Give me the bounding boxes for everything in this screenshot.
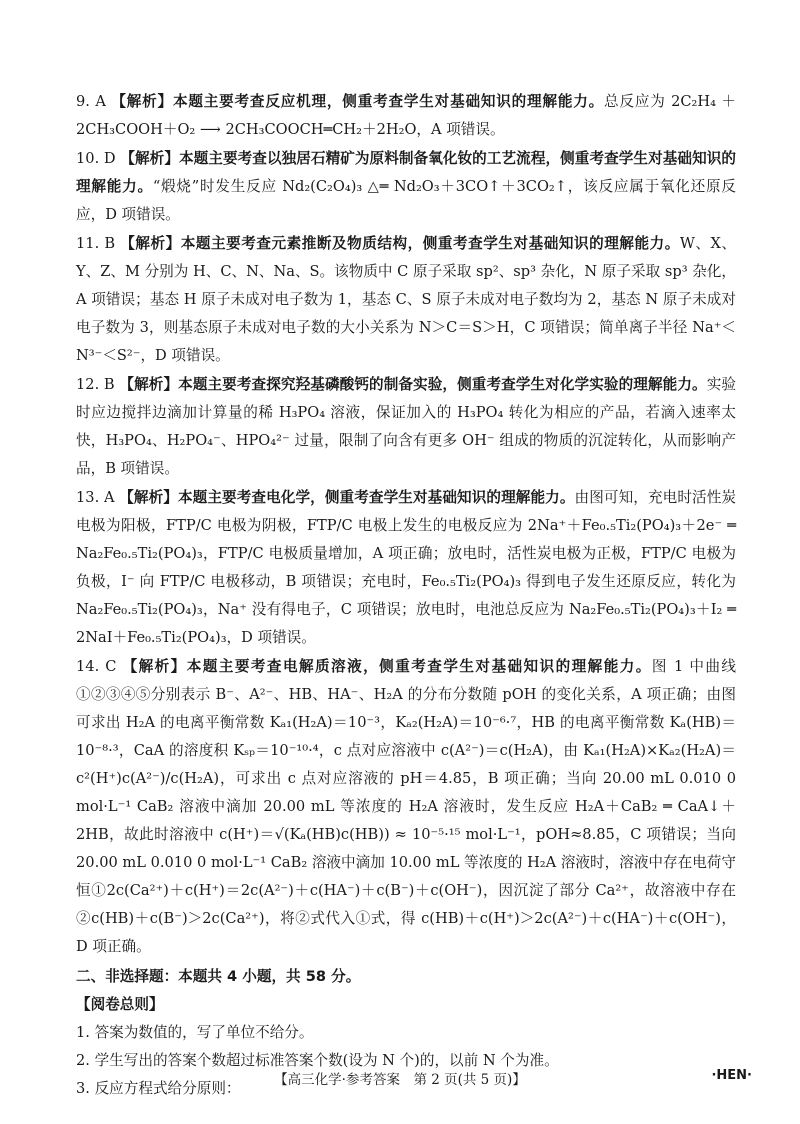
analysis-tag: 【解析】 — [122, 658, 187, 675]
footer-code: ·HEN· — [711, 1068, 752, 1083]
item-number: 9. A — [76, 93, 106, 110]
item-body: 总反应为 2C₂H₄ ＋2CH₃COOH＋O₂ ⟶ 2CH₃COOCH═CH₂＋2H₂O，A 项错误。 — [76, 93, 736, 138]
analysis-tag: 【解析】 — [119, 489, 178, 506]
answer-item-12 — [76, 371, 736, 483]
item-number: 13. A — [76, 489, 115, 506]
answer-item-10 — [76, 145, 736, 229]
item-lead: 本题主要考查元素推断及物质结构，侧重考查学生对基础知识的理解能力。 — [180, 235, 680, 252]
item-number: 12. B — [76, 376, 115, 393]
page-footer — [0, 1068, 800, 1090]
answer-item-14 — [76, 653, 736, 961]
item-number: 11. B — [76, 235, 116, 252]
item-number: 10. D — [76, 150, 116, 167]
grading-rule: 1. 答案为数值的，写了单位不给分。 — [76, 1024, 314, 1041]
item-body: 图 1 中曲线①②③④⑤分别表示 B⁻、A²⁻、HB、HA⁻、H₂A 的分布分数随 pOH 的变化关系，A 项正确；由图可求出 H₂A 的电离平衡常数 Kₐ₁(H₂A)＝10⁻³，Kₐ₂(H₂A)＝10⁻⁶·⁷，HB 的电离平衡常数 Kₐ(HB)＝10⁻⁸·³，CaA 的溶度积 Kₛₚ＝10⁻¹⁰·⁴，c 点对应溶液中 c(A²⁻)＝c(H₂A)，由 Kₐ₁(H₂A)×Kₐ₂(H₂A)＝c²(H⁺)c(A²⁻)/c(H₂A)，可求出 c 点对应溶液的 pH＝4.85，B 项正确；当向 20.00 mL 0.010 0 mol·L⁻¹ CaB₂ 溶液中滴加 20.00 mL 等浓度的 H₂A 溶液时，发生反应 H₂A＋CaB₂ ═ CaA↓＋2HB，故此时溶液中 c(H⁺)＝√(Kₐ(HB)c(HB)) ≈ 10⁻⁵·¹⁵ mol·L⁻¹，pOH≈8.85，C 项错误；当向 20.00 mL 0.010 0 mol·L⁻¹ CaB₂ 溶液中滴加 10.00 mL 等浓度的 H₂A 溶液时，溶液中存在电荷守恒①2c(Ca²⁺)＋c(H⁺)＝2c(A²⁻)＋c(HA⁻)＋c(B⁻)＋c(OH⁻)，因沉淀了部分 Ca²⁺，故溶液中存在②c(HB)＋c(B⁻)＞2c(Ca²⁺)，将②式代入①式，得 c(HB)＋c(H⁺)＞2c(A²⁻)＋c(HA⁻)＋c(OH⁻)，D 项正确。 — [76, 658, 736, 955]
item-body: 实验时应边搅拌边滴加计算量的稀 H₃PO₄ 溶液，保证加入的 H₃PO₄ 转化为相应的产品，若滴入速率太快，H₃PO₄、H₂PO₄⁻、HPO₄²⁻ 过量，限制了向含有更多 OH⁻ 组成的物质的沉淀转化，从而影响产品，B 项错误。 — [76, 376, 736, 477]
item-body: W、X、Y、Z、M 分别为 H、C、N、Na、S。该物质中 C 原子采取 sp²、sp³ 杂化，N 原子采取 sp³ 杂化，A 项错误；基态 H 原子未成对电子数为 1，基态 C、S 原子未成对电子数均为 2，基态 N 原子未成对电子数为 3，则基态原子未成对电子数的大小关系为 N＞C＝S＞H，C 项错误；简单离子半径 Na⁺＜N³⁻＜S²⁻，D 项错误。 — [76, 235, 736, 364]
answer-item-11 — [76, 230, 736, 370]
item-number: 14. C — [76, 658, 117, 675]
item-lead: 本题主要考查电解质溶液，侧重考查学生对基础知识的理解能力。 — [186, 658, 652, 675]
item-lead: 本题主要考查电化学，侧重考查学生对基础知识的理解能力。 — [177, 489, 575, 506]
grading-rule: 3. 反应方程式给分原则： — [76, 1080, 241, 1097]
grading-rules-heading: 【阅卷总则】 — [76, 996, 164, 1013]
item-lead: 本题主要考查以独居石精矿为原料制备氧化钕的工艺流程，侧重考查学生对基础知识的理解能力。 — [76, 150, 736, 195]
item-lead: 本题主要考查探究羟基磷酸钙的制备实验，侧重考查学生对化学实验的理解能力。 — [178, 376, 707, 393]
analysis-tag: 【解析】 — [120, 235, 181, 252]
answer-item-13 — [76, 484, 736, 652]
answer-item-9 — [76, 88, 736, 144]
item-lead: 本题主要考查反应机理，侧重考查学生对基础知识的理解能力。 — [172, 93, 605, 110]
item-body: 由图可知，充电时活性炭电极为阳极，FTP/C 电极为阴极，FTP/C 电极上发生的电极反应为 2Na⁺＋Fe₀.₅Ti₂(PO₄)₃＋2e⁻ ═ Na₂Fe₀.₅Ti₂(PO₄)₃，FTP/C 电极质量增加，A 项正确；放电时，活性炭电极为正极，FTP/C 电极为负极，I⁻ 向 FTP/C 电极移动，B 项错误；充电时，Fe₀.₅Ti₂(PO₄)₃ 得到电子发生还原反应，转化为 Na₂Fe₀.₅Ti₂(PO₄)₃，Na⁺ 没有得电子，C 项错误；放电时，电池总反应为 Na₂Fe₀.₅Ti₂(PO₄)₃＋I₂ ═ 2NaI＋Fe₀.₅Ti₂(PO₄)₃，D 项错误。 — [76, 489, 736, 646]
item-body: “煅烧”时发生反应 Nd₂(C₂O₄)₃ △═ Nd₂O₃＋3CO↑＋3CO₂↑，该反应属于氧化还原反应，D 项错误。 — [76, 178, 736, 223]
page-content — [76, 88, 736, 1103]
footer-page-info: 【高三化学·参考答案 第 2 页(共 5 页)】 — [274, 1072, 526, 1088]
analysis-tag: 【解析】 — [111, 93, 173, 110]
grading-rule: 2. 学生写出的答案个数超过标准答案个数(设为 N 个)的，以前 N 个为准。 — [76, 1052, 559, 1069]
section-heading: 二、非选择题：本题共 4 小题，共 58 分。 — [76, 968, 361, 985]
analysis-tag: 【解析】 — [120, 150, 179, 167]
analysis-tag: 【解析】 — [119, 376, 179, 393]
